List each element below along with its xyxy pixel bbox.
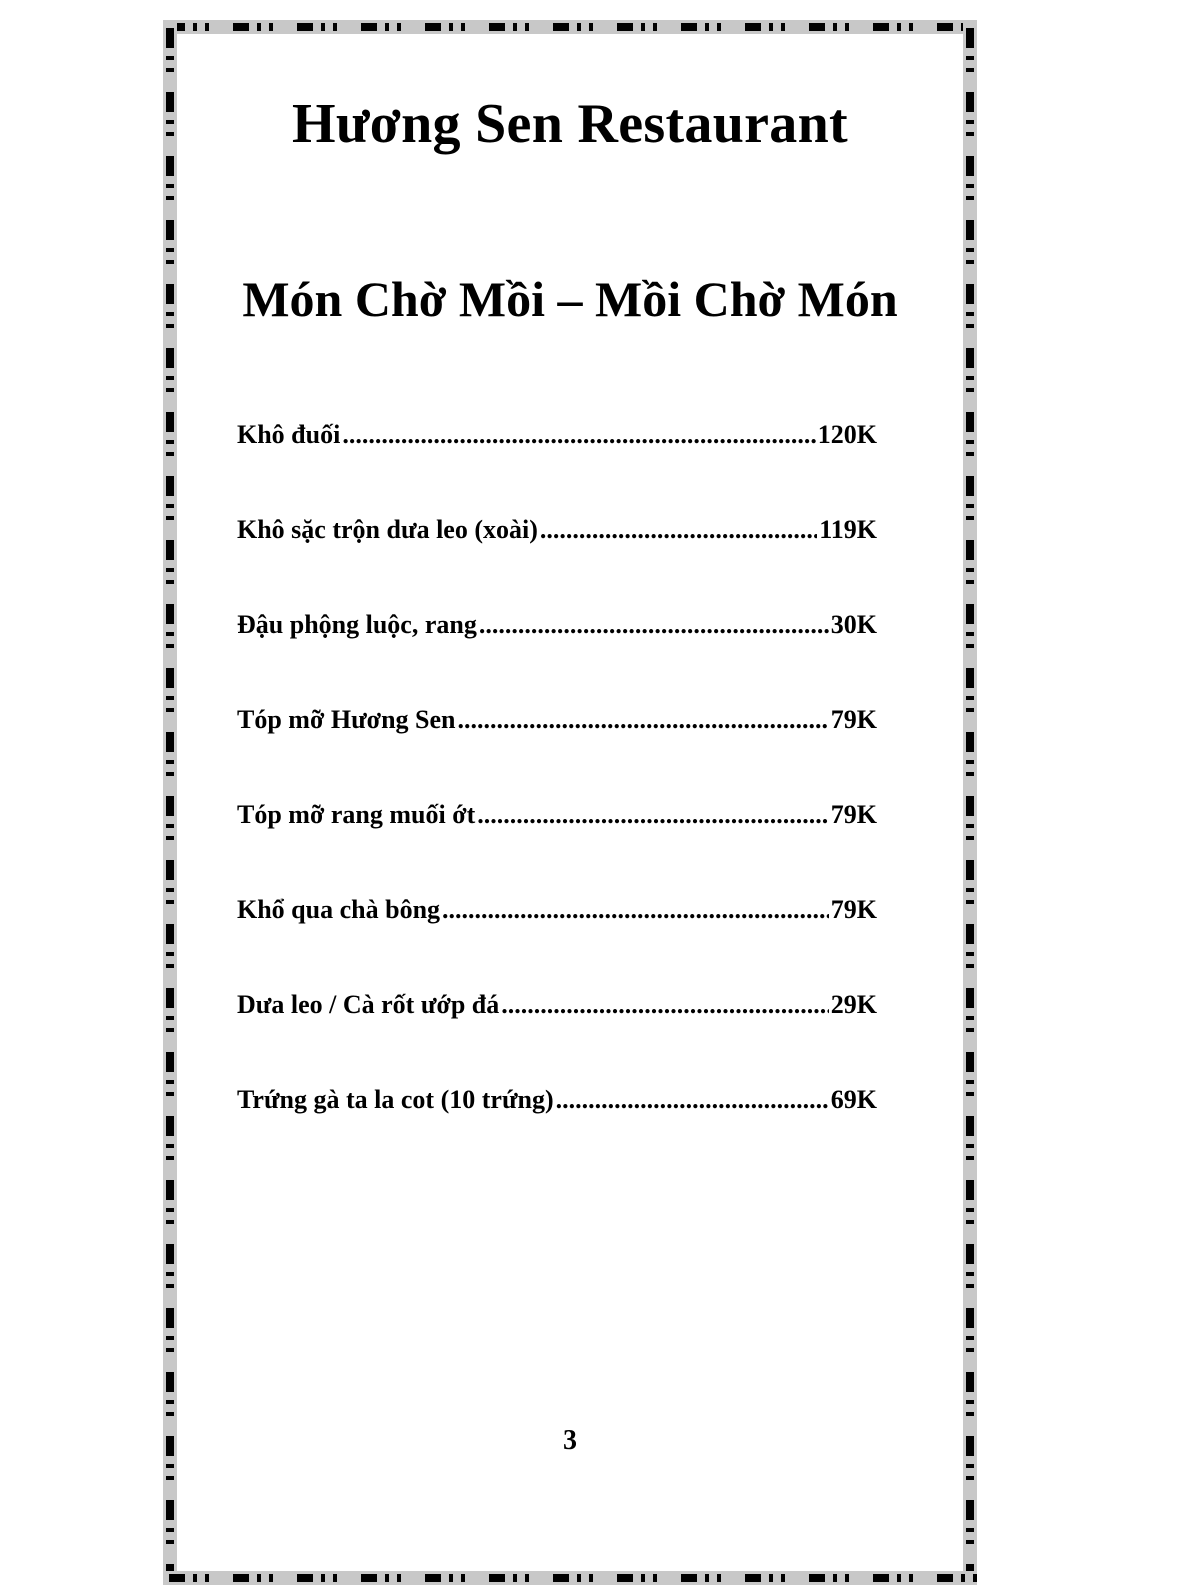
dot-leader <box>458 705 829 735</box>
menu-item-name: Khô đuối <box>237 420 341 449</box>
dot-leader <box>501 990 829 1020</box>
menu-item-name: Dưa leo / Cà rốt ướp đá <box>237 990 500 1019</box>
decorative-border-right <box>963 20 977 1585</box>
menu-item <box>237 705 877 800</box>
menu-item-name: Trứng gà ta la cot (10 trứng) <box>237 1085 554 1114</box>
menu-item <box>237 420 877 515</box>
menu-item <box>237 1085 877 1180</box>
dot-leader <box>479 610 829 640</box>
menu-item-name: Khổ qua chà bông <box>237 895 441 924</box>
dot-leader <box>540 515 817 545</box>
menu-item-price: 30K <box>830 610 877 639</box>
decorative-border-top <box>163 20 977 34</box>
menu-item-name: Đậu phộng luộc, rang <box>237 610 477 639</box>
menu-list <box>237 420 877 1180</box>
dot-leader <box>342 420 815 450</box>
menu-item <box>237 990 877 1085</box>
restaurant-title: Hương Sen Restaurant <box>292 93 848 155</box>
menu-item <box>237 610 877 705</box>
menu-item-price: 29K <box>830 990 877 1019</box>
dot-leader <box>477 800 829 830</box>
section-title: Món Chờ Mồi – Mồi Chờ Món <box>242 271 898 327</box>
menu-item-name: Tóp mỡ Hương Sen <box>237 705 456 734</box>
menu-item-price: 79K <box>830 895 877 924</box>
menu-item-price: 69K <box>830 1085 877 1114</box>
dot-leader <box>442 895 829 925</box>
menu-item-price: 79K <box>830 705 877 734</box>
dot-leader <box>556 1085 829 1115</box>
menu-item <box>237 800 877 895</box>
decorative-border-left <box>163 20 177 1585</box>
menu-item <box>237 895 877 990</box>
menu-item-name: Khô sặc trộn dưa leo (xoài) <box>237 515 538 544</box>
menu-page <box>177 34 963 1571</box>
page-number: 3 <box>563 1425 577 1456</box>
menu-item-price: 79K <box>830 800 877 829</box>
menu-item-price: 119K <box>819 515 877 544</box>
menu-item-price: 120K <box>817 420 877 449</box>
menu-item <box>237 515 877 610</box>
menu-item-name: Tóp mỡ rang muối ớt <box>237 800 476 829</box>
decorative-border-bottom <box>163 1571 977 1585</box>
